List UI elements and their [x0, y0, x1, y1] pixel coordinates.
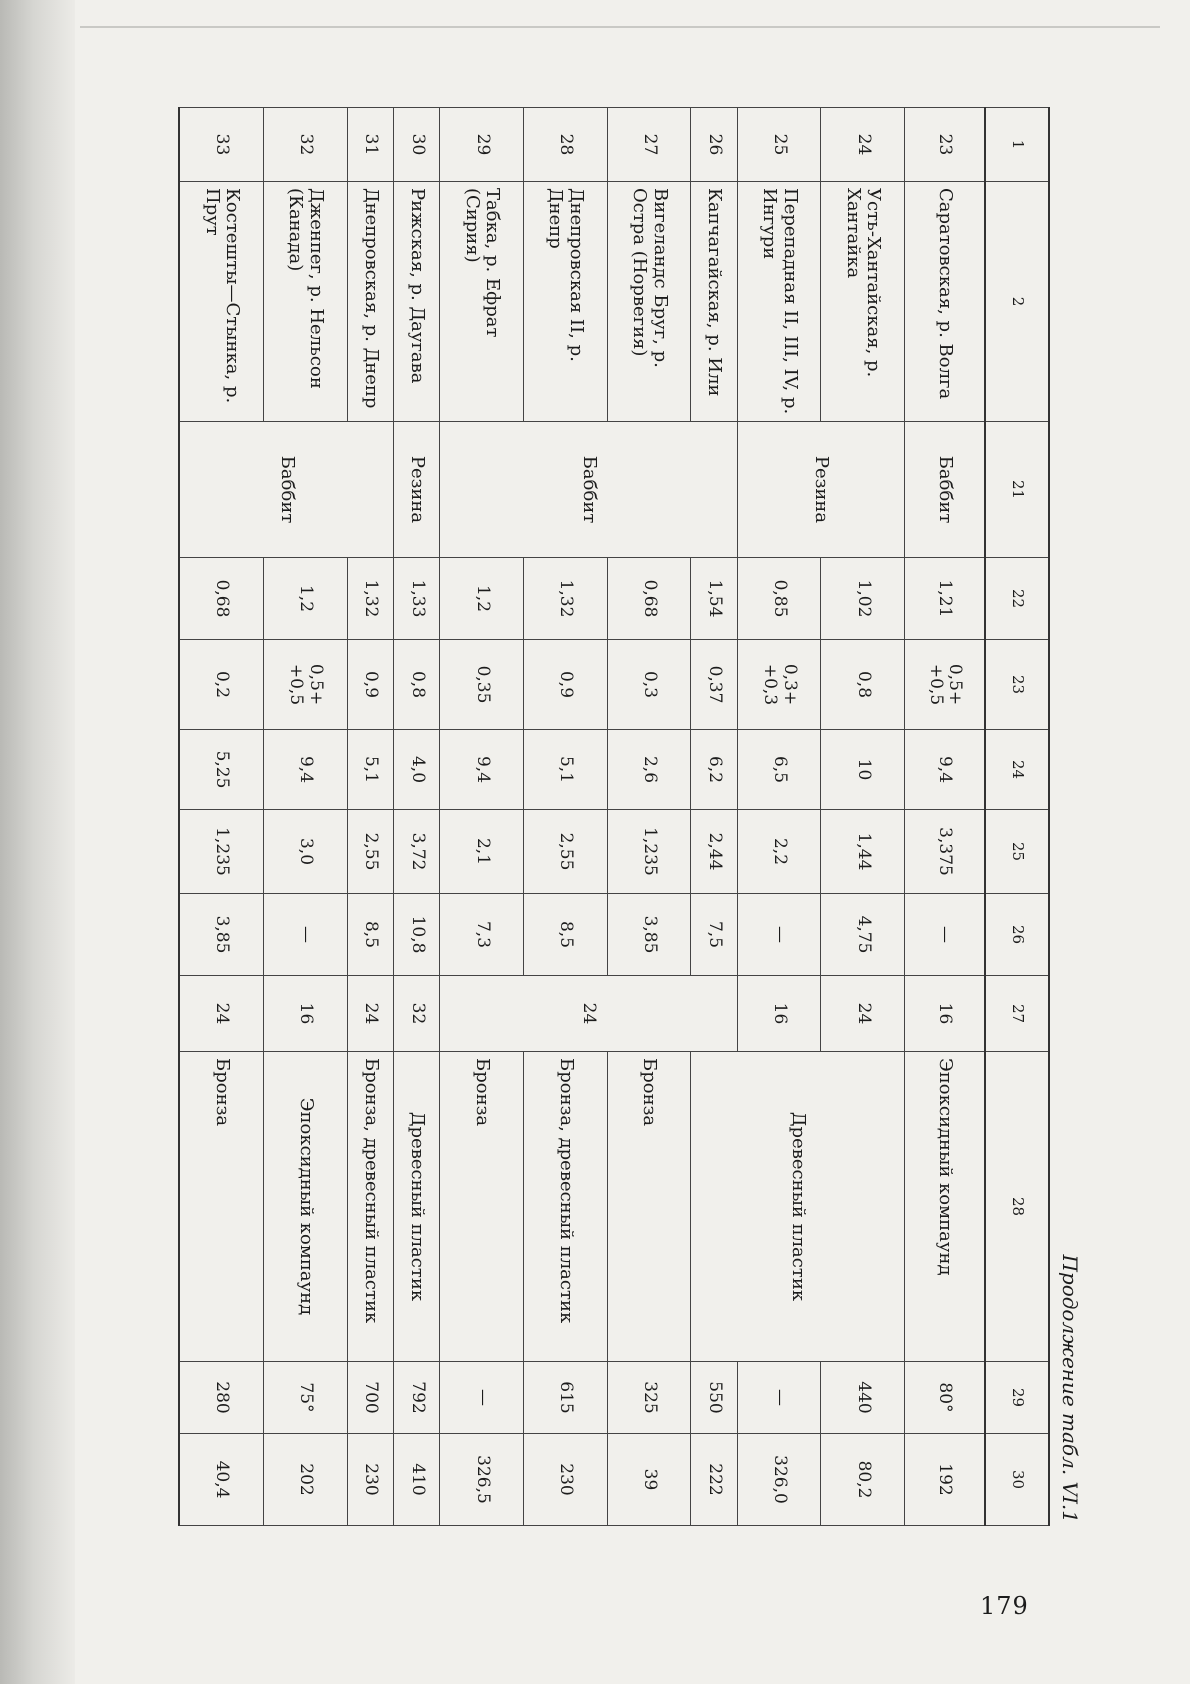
- row-number: 25: [737, 108, 821, 182]
- value-cell: —: [905, 894, 985, 976]
- station-name: Табка, р. Ефрат (Сирия): [440, 182, 524, 422]
- value-cell: 3,72: [394, 810, 440, 894]
- value-cell: 326,0: [737, 1434, 821, 1526]
- row-number: 29: [440, 108, 524, 182]
- header-cell: 21: [985, 422, 1049, 558]
- header-cell: 25: [985, 810, 1049, 894]
- value-cell: 0,37: [691, 640, 737, 730]
- table-row: [394, 108, 440, 1526]
- value-cell: 1,2: [264, 558, 348, 640]
- caption-text: Продолжение табл. VI.1: [1058, 1254, 1082, 1523]
- table-row: [607, 108, 691, 1526]
- value-cell: 9,4: [264, 730, 348, 810]
- value-cell: —: [737, 894, 821, 976]
- value-cell: 8,5: [524, 894, 608, 976]
- value-cell: 0,3: [607, 640, 691, 730]
- value-cell: 10,8: [394, 894, 440, 976]
- value-cell: 16: [905, 976, 985, 1052]
- value-cell: 222: [691, 1434, 737, 1526]
- table-row: [179, 108, 264, 1526]
- value-cell: 700: [347, 1362, 393, 1434]
- value-cell: 280: [179, 1362, 264, 1434]
- value-cell: 5,1: [347, 730, 393, 810]
- value-cell: 550: [691, 1362, 737, 1434]
- header-cell: 26: [985, 894, 1049, 976]
- header-cell: 30: [985, 1434, 1049, 1526]
- page-number: 179: [980, 1592, 1029, 1620]
- row-number: 26: [691, 108, 737, 182]
- value-cell: 0,2: [179, 640, 264, 730]
- value-cell: 2,1: [440, 810, 524, 894]
- value-cell: 9,4: [905, 730, 985, 810]
- value-cell: 10: [821, 730, 905, 810]
- value-cell: 1,235: [179, 810, 264, 894]
- value-cell: 6,5: [737, 730, 821, 810]
- row-number: 28: [524, 108, 608, 182]
- rotated-table-block: [178, 107, 1090, 1525]
- value-cell: —: [737, 1362, 821, 1434]
- value-cell: 325: [607, 1362, 691, 1434]
- value-cell: 40,4: [179, 1434, 264, 1526]
- value-cell: 202: [264, 1434, 348, 1526]
- value-cell: 230: [347, 1434, 393, 1526]
- value-cell: 615: [524, 1362, 608, 1434]
- value-cell: 0,85: [737, 558, 821, 640]
- value-cell: 792: [394, 1362, 440, 1434]
- station-name: Перепадная II, III, IV, р. Ингури: [737, 182, 821, 422]
- value-cell: 440: [821, 1362, 905, 1434]
- value-cell: 4,0: [394, 730, 440, 810]
- value-cell: 2,55: [347, 810, 393, 894]
- value-cell: 24: [821, 976, 905, 1052]
- row-number: 33: [179, 108, 264, 182]
- value-cell: 8,5: [347, 894, 393, 976]
- material-cell: Баббит: [179, 422, 394, 558]
- table-caption: [1050, 107, 1090, 1525]
- value-cell: 192: [905, 1434, 985, 1526]
- material-cell: Резина: [737, 422, 904, 558]
- header-cell: 29: [985, 1362, 1049, 1434]
- material-cell: Бронза, древесный пластик: [524, 1052, 608, 1362]
- row-number: 31: [347, 108, 393, 182]
- header-cell: 2: [985, 182, 1049, 422]
- value-cell: 6,2: [691, 730, 737, 810]
- value-cell: 32: [394, 976, 440, 1052]
- value-cell: 1,32: [524, 558, 608, 640]
- station-name: Капчагайская, р. Или: [691, 182, 737, 422]
- header-cell: 22: [985, 558, 1049, 640]
- material-cell: Древесный пластик: [691, 1052, 905, 1362]
- station-name: Вигеландс Бруг, р. Остра (Норвегия): [607, 182, 691, 422]
- station-name: Днепровская, р. Днепр: [347, 182, 393, 422]
- value-cell: 3,85: [179, 894, 264, 976]
- value-cell: 3,375: [905, 810, 985, 894]
- material-cell: Бронза: [440, 1052, 524, 1362]
- scan-edge-line: [80, 26, 1160, 28]
- header-cell: 23: [985, 640, 1049, 730]
- value-cell: 1,21: [905, 558, 985, 640]
- value-cell: 24: [179, 976, 264, 1052]
- table-row: [524, 108, 608, 1526]
- value-cell: 39: [607, 1434, 691, 1526]
- value-cell: 0,3+ +0,3: [737, 640, 821, 730]
- station-name: Дженпег, р. Нельсон (Канада): [264, 182, 348, 422]
- value-cell: 230: [524, 1434, 608, 1526]
- value-cell: 1,2: [440, 558, 524, 640]
- value-cell: 1,235: [607, 810, 691, 894]
- row-number: 30: [394, 108, 440, 182]
- row-number: 24: [821, 108, 905, 182]
- value-cell: 1,32: [347, 558, 393, 640]
- table-row: [440, 108, 524, 1526]
- value-cell: 5,25: [179, 730, 264, 810]
- value-cell: 1,02: [821, 558, 905, 640]
- material-cell: Древесный пластик: [394, 1052, 440, 1362]
- value-cell: 0,5+ +0,5: [264, 640, 348, 730]
- value-cell: 2,44: [691, 810, 737, 894]
- station-name: Усть-Хантайская, р. Хантайка: [821, 182, 905, 422]
- value-cell: 3,0: [264, 810, 348, 894]
- value-cell: 24: [347, 976, 393, 1052]
- header-cell: 28: [985, 1052, 1049, 1362]
- value-cell: 0,9: [524, 640, 608, 730]
- value-cell: 9,4: [440, 730, 524, 810]
- value-cell: 24: [440, 976, 737, 1052]
- table-row: [905, 108, 985, 1526]
- value-cell: 0,35: [440, 640, 524, 730]
- header-row: [985, 108, 1049, 1526]
- value-cell: 1,33: [394, 558, 440, 640]
- header-cell: 24: [985, 730, 1049, 810]
- value-cell: 0,68: [179, 558, 264, 640]
- value-cell: 16: [264, 976, 348, 1052]
- station-name: Рижская, р. Даугава: [394, 182, 440, 422]
- material-cell: Бронза: [607, 1052, 691, 1362]
- value-cell: —: [264, 894, 348, 976]
- page-edge-shadow: [0, 0, 75, 1684]
- value-cell: 16: [737, 976, 821, 1052]
- value-cell: 1,44: [821, 810, 905, 894]
- value-cell: 410: [394, 1434, 440, 1526]
- material-cell: Баббит: [905, 422, 985, 558]
- value-cell: 7,5: [691, 894, 737, 976]
- value-cell: 0,9: [347, 640, 393, 730]
- header-cell: 1: [985, 108, 1049, 182]
- value-cell: 7,3: [440, 894, 524, 976]
- value-cell: 80,2: [821, 1434, 905, 1526]
- material-cell: Бронза: [179, 1052, 264, 1362]
- table-row: [821, 108, 905, 1526]
- data-table: [178, 107, 1050, 1526]
- table-row: [264, 108, 348, 1526]
- material-cell: Баббит: [440, 422, 737, 558]
- value-cell: 5,1: [524, 730, 608, 810]
- material-cell: Эпоксидный компаунд: [264, 1052, 348, 1362]
- value-cell: 0,8: [394, 640, 440, 730]
- value-cell: 0,8: [821, 640, 905, 730]
- station-name: Днепровская II, р. Днепр: [524, 182, 608, 422]
- row-number: 27: [607, 108, 691, 182]
- header-cell: 27: [985, 976, 1049, 1052]
- value-cell: 1,54: [691, 558, 737, 640]
- value-cell: 2,2: [737, 810, 821, 894]
- value-cell: 0,68: [607, 558, 691, 640]
- material-cell: Резина: [394, 422, 440, 558]
- value-cell: 80°: [905, 1362, 985, 1434]
- value-cell: 75°: [264, 1362, 348, 1434]
- value-cell: 2,55: [524, 810, 608, 894]
- value-cell: 3,85: [607, 894, 691, 976]
- row-number: 23: [905, 108, 985, 182]
- table-row: [347, 108, 393, 1526]
- station-name: Саратовская, р. Волга: [905, 182, 985, 422]
- value-cell: 0,5+ +0,5: [905, 640, 985, 730]
- material-cell: Бронза, древесный пластик: [347, 1052, 393, 1362]
- value-cell: 2,6: [607, 730, 691, 810]
- material-cell: Эпоксидный компаунд: [905, 1052, 985, 1362]
- value-cell: 326,5: [440, 1434, 524, 1526]
- value-cell: —: [440, 1362, 524, 1434]
- value-cell: 4,75: [821, 894, 905, 976]
- station-name: Костешты—Стынка, р. Прут: [179, 182, 264, 422]
- row-number: 32: [264, 108, 348, 182]
